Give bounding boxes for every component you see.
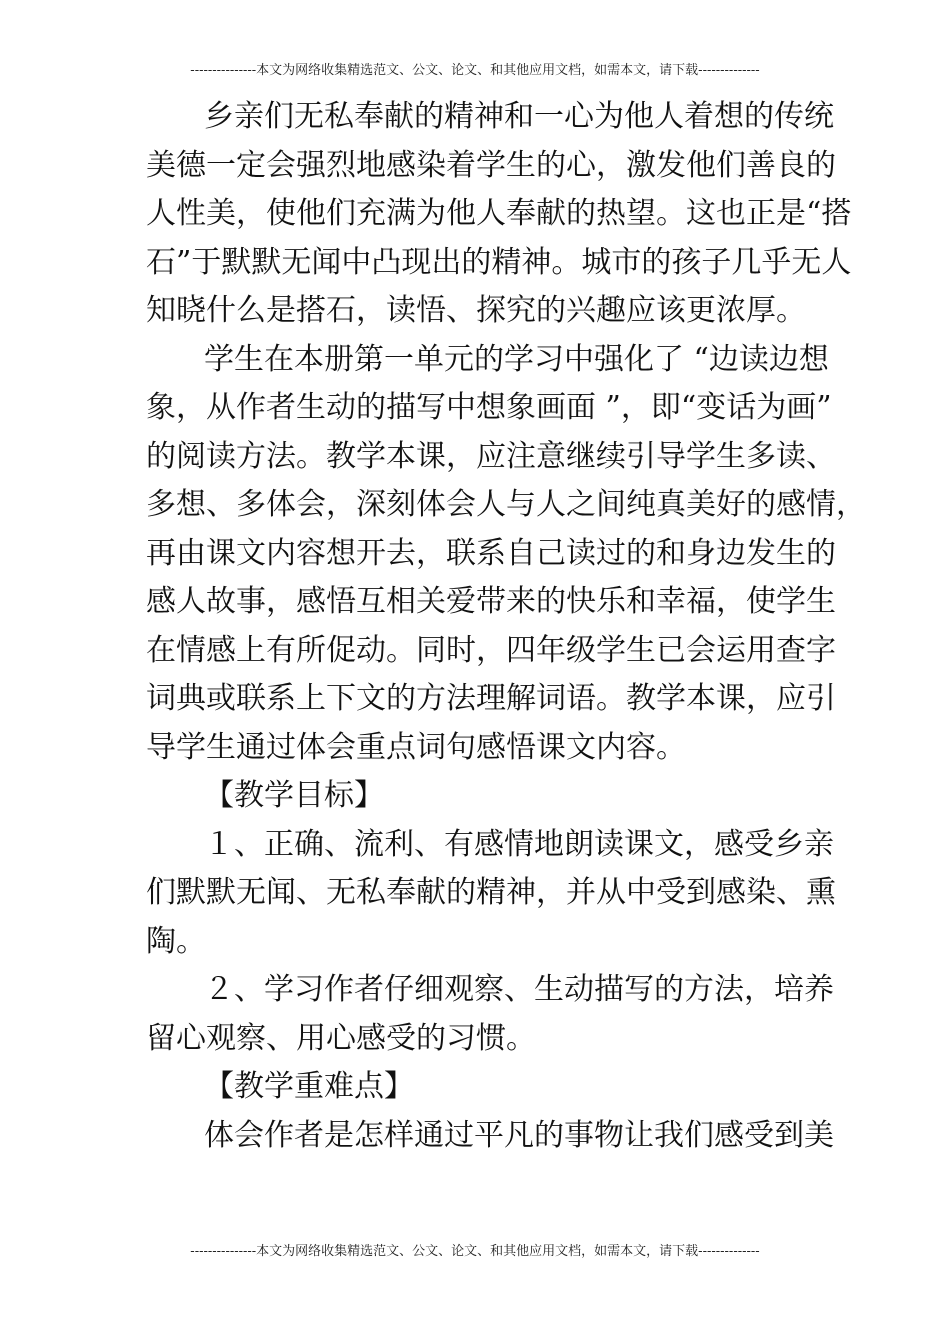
header-banner: ---------------本文为网络收集精选范文、公文、论文、和其他应用文档，如需本文，请下载--------------: [190, 63, 760, 78]
text-line: 们默默无闻、无私奉献的精神，并从中受到感染、熏: [146, 875, 836, 910]
text-line: 知晓什么是搭石，读悟、探究的兴趣应该更浓厚。: [146, 293, 806, 328]
text-line: 的阅读方法。教学本课，应注意继续引导学生多读、: [146, 438, 836, 474]
section-heading: 【教学重难点】: [204, 1069, 414, 1104]
text-line: 多想、多体会，深刻体会人与人之间纯真美好的感情，: [146, 487, 866, 522]
text-line: 在情感上有所促动。同时，四年级学生已会运用查字: [146, 632, 836, 668]
body-text: [146, 93, 866, 1160]
text-line: １、正确、流利、有感情地朗读课文，感受乡亲: [204, 826, 834, 862]
text-line: 象，从作者生动的描写中想象画面 ”，即“变话为画”: [146, 390, 832, 425]
text-line: 再由课文内容想开去，联系自己读过的和身边发生的: [146, 535, 836, 571]
section-heading: 【教学目标】: [204, 778, 384, 813]
text-line: 词典或联系上下文的方法理解词语。教学本课，应引: [146, 681, 836, 716]
text-line: 学生在本册第一单元的学习中强化了 “边读边想: [204, 341, 829, 377]
text-line: 美德一定会强烈地感染着学生的心，激发他们善良的: [146, 147, 836, 183]
text-line: 陶。: [146, 923, 206, 959]
text-line: 人性美，使他们充满为他人奉献的热望。这也正是“搭: [146, 196, 852, 231]
text-line: 乡亲们无私奉献的精神和一心为他人着想的传统: [204, 99, 834, 134]
footer-banner: ---------------本文为网络收集精选范文、公文、论文、和其他应用文档，如需本文，请下载--------------: [190, 1244, 760, 1259]
text-line: 导学生通过体会重点词句感悟课文内容。: [146, 729, 686, 765]
text-line: ２、学习作者仔细观察、生动描写的方法，培养: [204, 972, 834, 1007]
text-line: 感人故事，感悟互相关爱带来的快乐和幸福，使学生: [146, 584, 836, 619]
text-line: 留心观察、用心感受的习惯。: [146, 1020, 536, 1056]
text-line: 体会作者是怎样通过平凡的事物让我们感受到美: [204, 1117, 834, 1153]
text-line: 石”于默默无闻中凸现出的精神。城市的孩子几乎无人: [146, 244, 852, 280]
